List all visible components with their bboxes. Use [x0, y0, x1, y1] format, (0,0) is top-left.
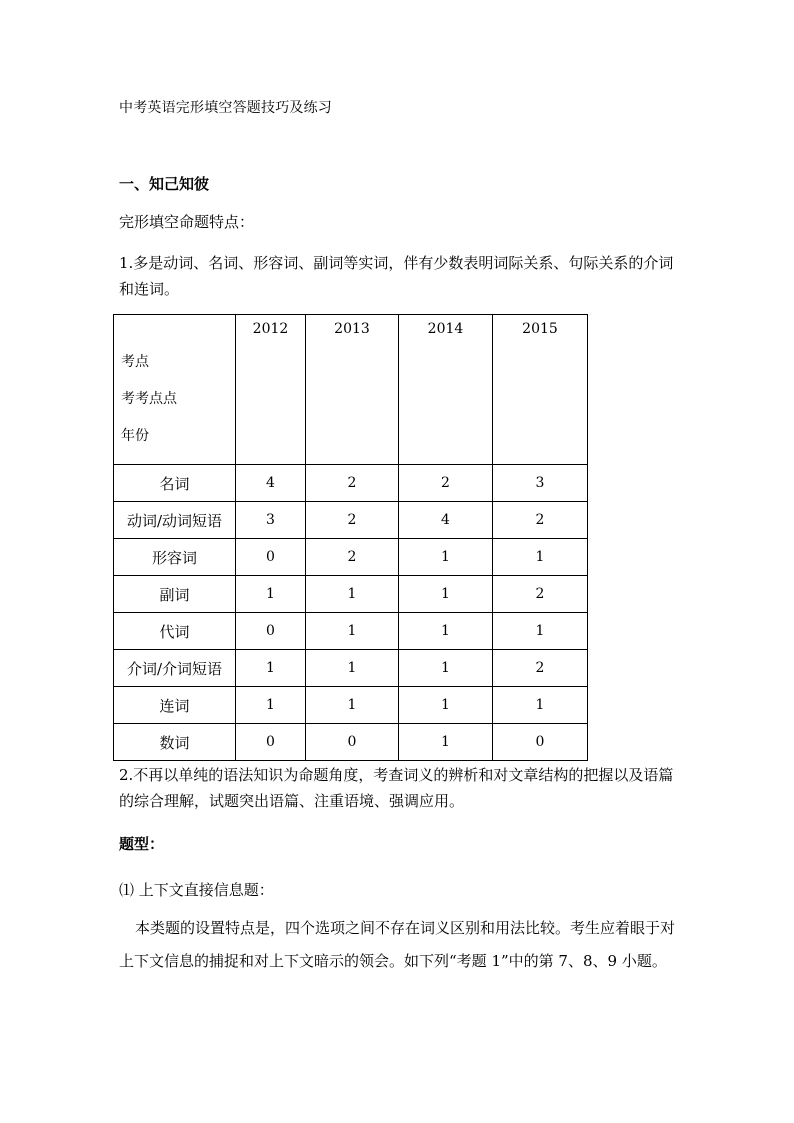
features-label: 完形填空命题特点：: [119, 213, 255, 231]
subtype-heading: ⑴ 上下文直接信息题：: [119, 881, 274, 899]
table-row: [114, 613, 588, 650]
point-2-text: 2.不再以单纯的语法知识为命题角度，考查词义的辨析和对文章结构的把握以及语篇的综合理解，试题突出语篇、注重语境、强调应用。: [119, 766, 674, 810]
table-cell: 2: [399, 465, 493, 502]
table-cell: 4: [236, 465, 306, 502]
subtype-description: 本类题的设置特点是，四个选项之间不存在词义区别和用法比较。考生应着眼于对上下文信息的捕捉和对上下文暗示的领会。如下列“考题 1”中的第 7、8、9 小题。: [119, 919, 676, 970]
table-cell: 1: [306, 687, 399, 724]
table-cell: 0: [236, 724, 306, 761]
table-cell: 1: [306, 576, 399, 613]
table-cell: 1: [399, 576, 493, 613]
row-label: 代词: [114, 613, 236, 650]
table-cell: 3: [493, 465, 588, 502]
table-cell: 0: [236, 613, 306, 650]
row-label: 介词/介词短语: [114, 650, 236, 687]
corner-label: 考考点点: [121, 391, 177, 407]
table-cell: 2: [306, 465, 399, 502]
table-cell: 1: [306, 650, 399, 687]
corner-label: 考点: [121, 354, 149, 370]
table-cell: 1: [493, 539, 588, 576]
row-label: 副词: [114, 576, 236, 613]
row-label: 名词: [114, 465, 236, 502]
table-cell: 1: [399, 650, 493, 687]
table-cell: 1: [493, 687, 588, 724]
table-cell: 1: [399, 539, 493, 576]
table-cell: 3: [236, 502, 306, 539]
table-cell: 2: [493, 502, 588, 539]
table-cell: 2: [306, 539, 399, 576]
question-types-heading: 题型：: [119, 835, 165, 853]
table-cell: 0: [236, 539, 306, 576]
table-cell: 1: [236, 576, 306, 613]
row-label: 连词: [114, 687, 236, 724]
table-header-row: [114, 315, 588, 465]
table-row: [114, 502, 588, 539]
table-cell: 1: [306, 613, 399, 650]
table-cell: 1: [399, 687, 493, 724]
table-cell: 0: [493, 724, 588, 761]
year-header: 2012: [236, 315, 306, 465]
table-cell: 2: [306, 502, 399, 539]
table-row: [114, 650, 588, 687]
document-title: 中考英语完形填空答题技巧及练习: [119, 100, 332, 116]
table-cell: 2: [493, 576, 588, 613]
table-cell: 0: [306, 724, 399, 761]
table-cell: 1: [236, 650, 306, 687]
table-row: [114, 539, 588, 576]
row-label: 动词/动词短语: [114, 502, 236, 539]
table-cell: 1: [236, 687, 306, 724]
year-header: 2013: [306, 315, 399, 465]
table-cell: 4: [399, 502, 493, 539]
year-header: 2015: [493, 315, 588, 465]
table-row: [114, 687, 588, 724]
table-row: [114, 576, 588, 613]
row-label: 形容词: [114, 539, 236, 576]
table-cell: 1: [493, 613, 588, 650]
table-row: [114, 724, 588, 761]
point-1-text: 1.多是动词、名词、形容词、副词等实词，伴有少数表明词际关系、句际关系的介词和连词。: [119, 254, 674, 298]
table-cell: 1: [399, 613, 493, 650]
corner-label: 年份: [121, 428, 149, 444]
table-row: [114, 465, 588, 502]
section-heading: 一、知己知彼: [119, 175, 210, 193]
year-header: 2014: [399, 315, 493, 465]
row-label: 数词: [114, 724, 236, 761]
table-cell: 1: [399, 724, 493, 761]
table-corner-cell: [114, 315, 236, 465]
table-cell: 2: [493, 650, 588, 687]
exam-points-table: [113, 314, 588, 761]
